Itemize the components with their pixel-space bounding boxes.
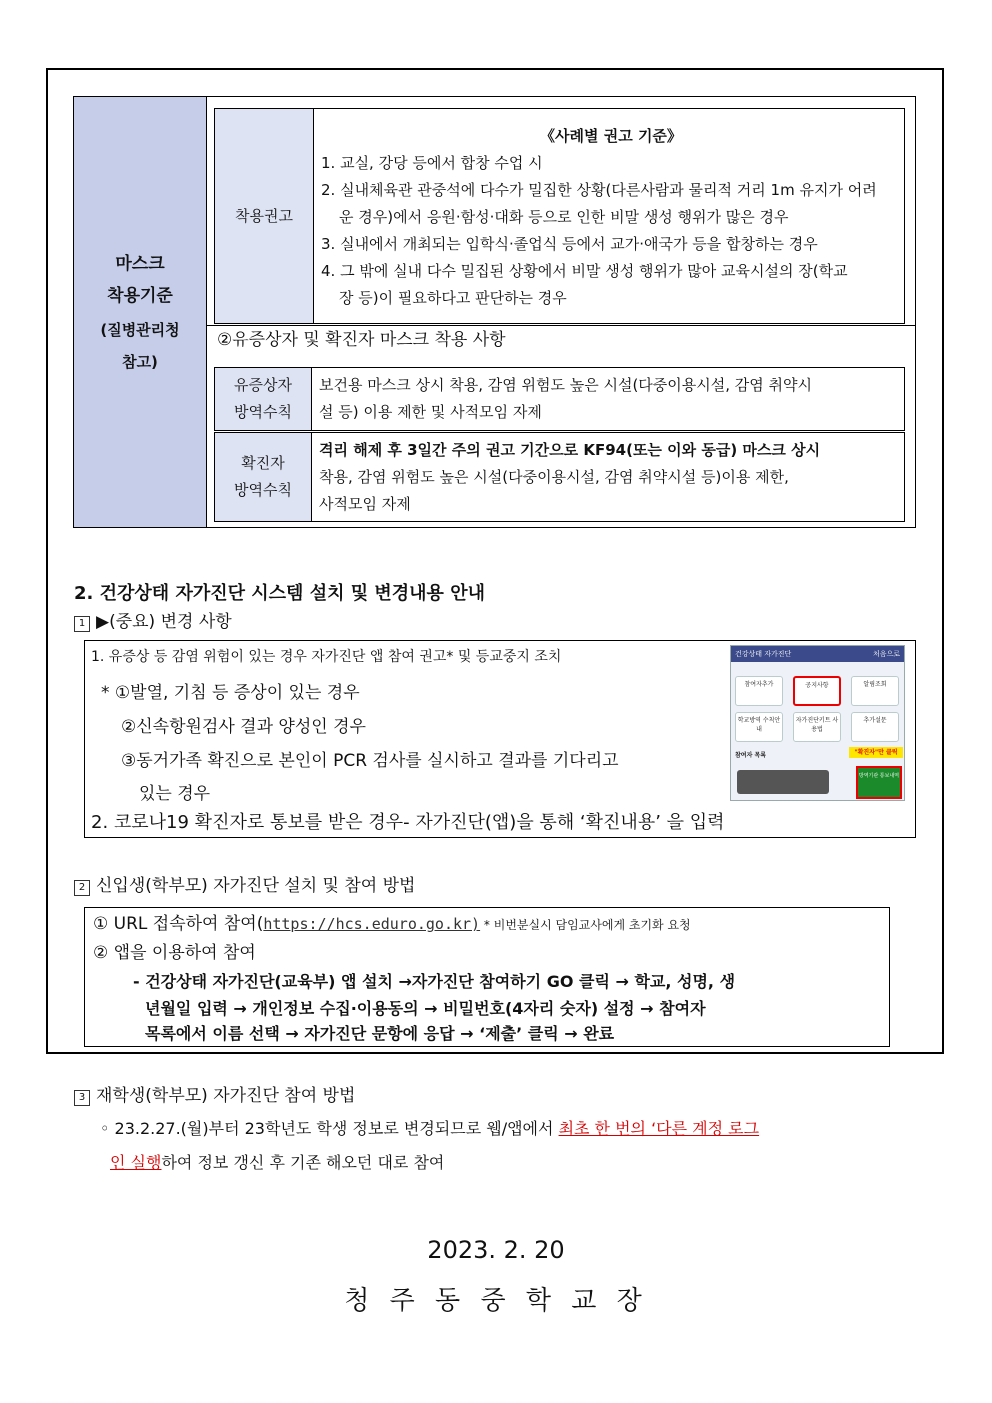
item2-line-3: - 건강상태 자가진단(교육부) 앱 설치 →자가진단 참여하기 GO 클릭 → 학교, 성명, 생 bbox=[133, 972, 736, 991]
hcs-url-link[interactable]: https://hcs.eduro.go.kr) bbox=[263, 915, 481, 933]
confirmed-text-2: 착용, 감염 위험도 높은 시설(다중이용시설, 감염 취약시설 등)이용 제한, bbox=[319, 468, 789, 486]
mask-sub-1: (질병관리청 bbox=[100, 321, 180, 339]
item2-line-5: 목록에서 이름 선택 → 자가진단 문항에 응답 → ‘제출’ 클릭 → 완료 bbox=[145, 1024, 615, 1043]
app-tile-5: 자가진단키트 사용법 bbox=[793, 712, 841, 742]
app-tile-4: 학교방역 수칙안내 bbox=[735, 712, 783, 742]
section2-title: 2. 건강상태 자가진단 시스템 설치 및 변경내용 안내 bbox=[74, 583, 485, 604]
item1-heading bbox=[74, 607, 232, 632]
change-line-4: ③동거가족 확진으로 본인이 PCR 검사를 실시하고 결과를 기다리고 bbox=[121, 751, 619, 771]
confirmed-text bbox=[319, 437, 901, 518]
app-tile-6: 추가설문 bbox=[851, 712, 899, 742]
new-student-box bbox=[84, 907, 890, 1047]
item2-line-1 bbox=[93, 910, 691, 939]
change-line-2: * ①발열, 기침 등 증상이 있는 경우 bbox=[101, 683, 360, 703]
recommend-box bbox=[214, 108, 905, 324]
app-tile-2: 공지사항 bbox=[793, 676, 841, 706]
app-notify-label: 방역기관 통보내역 bbox=[858, 773, 900, 779]
item3-red-2: 인 실행 bbox=[110, 1153, 162, 1172]
app-tile-1: 참여자추가 bbox=[735, 676, 783, 706]
change-line-3: ②신속항원검사 결과 양성인 경우 bbox=[121, 717, 366, 737]
app-title-bar bbox=[731, 646, 904, 662]
item1-title: ▶(중요) 변경 사항 bbox=[96, 612, 232, 632]
recommend-item-4b: 장 등)이 필요하다고 판단하는 경우 bbox=[339, 289, 567, 307]
item1-number: 1 bbox=[74, 616, 90, 632]
confirmed-label-2: 방역수칙 bbox=[234, 481, 292, 499]
confirmed-box bbox=[214, 432, 905, 522]
change-line-6: 2. 코로나19 확진자로 통보를 받은 경우- 자가진단(앱)을 통해 ‘확진내용’ 을 입력 bbox=[91, 812, 725, 833]
app-home: 처음으로 bbox=[872, 650, 900, 658]
footer-signature: 청 주 동 중 학 교 장 bbox=[344, 1286, 648, 1316]
symptom-label-2: 방역수칙 bbox=[234, 403, 292, 421]
item3-text bbox=[100, 1112, 930, 1180]
item2-line-4: 년월일 입력 → 개인정보 수집·이용동의 → 비밀번호(4자리 숫자) 설정 → 참여자 bbox=[145, 999, 706, 1018]
mask-criteria-label-cell bbox=[74, 97, 207, 527]
item3-red-1: 최초 한 번의 ‘다른 계정 로그 bbox=[558, 1119, 760, 1138]
recommend-item-2b: 운 경우)에서 응원·함성·대화 등으로 인한 비말 생성 행위가 많은 경우 bbox=[339, 208, 789, 226]
item2-number: 2 bbox=[74, 880, 90, 896]
change-line-5: 있는 경우 bbox=[139, 784, 211, 804]
item3-pre: ◦ 23.2.27.(월)부터 23학년도 학생 정보로 변경되므로 웹/앱에서 bbox=[100, 1119, 559, 1138]
recommend-item-3: 3. 실내에서 개최되는 입학식·졸업식 등에서 교가·애국가 등을 합창하는 경우 bbox=[321, 235, 818, 253]
item2-line1-note: * 비번분실시 담임교사에게 초기화 요청 bbox=[480, 918, 691, 932]
item2-line-2: ② 앱을 이용하여 참여 bbox=[93, 943, 256, 963]
recommend-label: 착용권고 bbox=[215, 109, 314, 323]
symptom-box bbox=[214, 367, 905, 431]
mask-criteria-table bbox=[73, 96, 916, 528]
item3-title: 재학생(학부모) 자가진단 참여 방법 bbox=[96, 1086, 356, 1106]
symptom-label bbox=[215, 368, 312, 430]
mask-title-2: 착용기준 bbox=[107, 286, 173, 306]
divider bbox=[207, 325, 915, 326]
item2-title: 신입생(학부모) 자가진단 설치 및 참여 방법 bbox=[96, 876, 416, 896]
item2-line1-pre: ① URL 접속하여 참여( bbox=[93, 914, 264, 934]
app-title: 건강상태 자가진단 bbox=[735, 650, 792, 658]
item3-heading bbox=[74, 1081, 355, 1106]
app-list-entry bbox=[737, 770, 829, 794]
change-line-1: 1. 유증상 등 감염 위험이 있는 경우 자가진단 앱 참여 권고* 및 등교중지 조치 bbox=[91, 649, 562, 665]
recommend-item-1: 1. 교실, 강당 등에서 합창 수업 시 bbox=[321, 154, 543, 172]
sub-heading: ②유증상자 및 확진자 마스크 착용 사항 bbox=[217, 330, 506, 350]
recommend-item-4: 4. 그 밖에 실내 다수 밀집된 상황에서 비말 생성 행위가 많아 교육시설의 장(학교 bbox=[321, 262, 848, 280]
symptom-text bbox=[319, 372, 901, 426]
app-list-label: 참여자 목록 bbox=[735, 752, 767, 759]
recommend-item-2: 2. 실내체육관 관중석에 다수가 밀집한 상황(다른사람과 물리적 거리 1m 유지가 어려 bbox=[321, 181, 877, 199]
app-highlight-label: "확진자"만 클릭 bbox=[849, 747, 903, 758]
mask-sub-2: 참고) bbox=[122, 353, 158, 371]
symptom-label-1: 유증상자 bbox=[234, 376, 292, 394]
app-screenshot bbox=[730, 645, 905, 801]
recommend-heading: 《사례별 권고 기준》 bbox=[540, 127, 682, 145]
item2-heading bbox=[74, 871, 415, 896]
symptom-text-1: 보건용 마스크 상시 착용, 감염 위험도 높은 시설(다중이용시설, 감염 취약시 bbox=[319, 376, 813, 394]
item3-post: 하여 정보 갱신 후 기존 해오던 대로 참여 bbox=[161, 1153, 445, 1172]
recommend-content bbox=[321, 123, 901, 312]
footer-date: 2023. 2. 20 bbox=[427, 1236, 565, 1264]
confirmed-label-1: 확진자 bbox=[241, 454, 285, 472]
app-tile-3: 알림조회 bbox=[851, 676, 899, 706]
mask-title-1: 마스크 bbox=[115, 254, 165, 274]
confirmed-text-3: 사적모임 자제 bbox=[319, 495, 411, 513]
app-notify-button bbox=[856, 766, 902, 799]
symptom-text-2: 설 등) 이용 제한 및 사적모임 자제 bbox=[319, 403, 542, 421]
confirmed-text-1: 격리 해제 후 3일간 주의 권고 기간으로 KF94(또는 이와 동급) 마스크 상시 bbox=[319, 441, 821, 459]
item3-number: 3 bbox=[74, 1090, 90, 1106]
confirmed-label bbox=[215, 433, 312, 521]
